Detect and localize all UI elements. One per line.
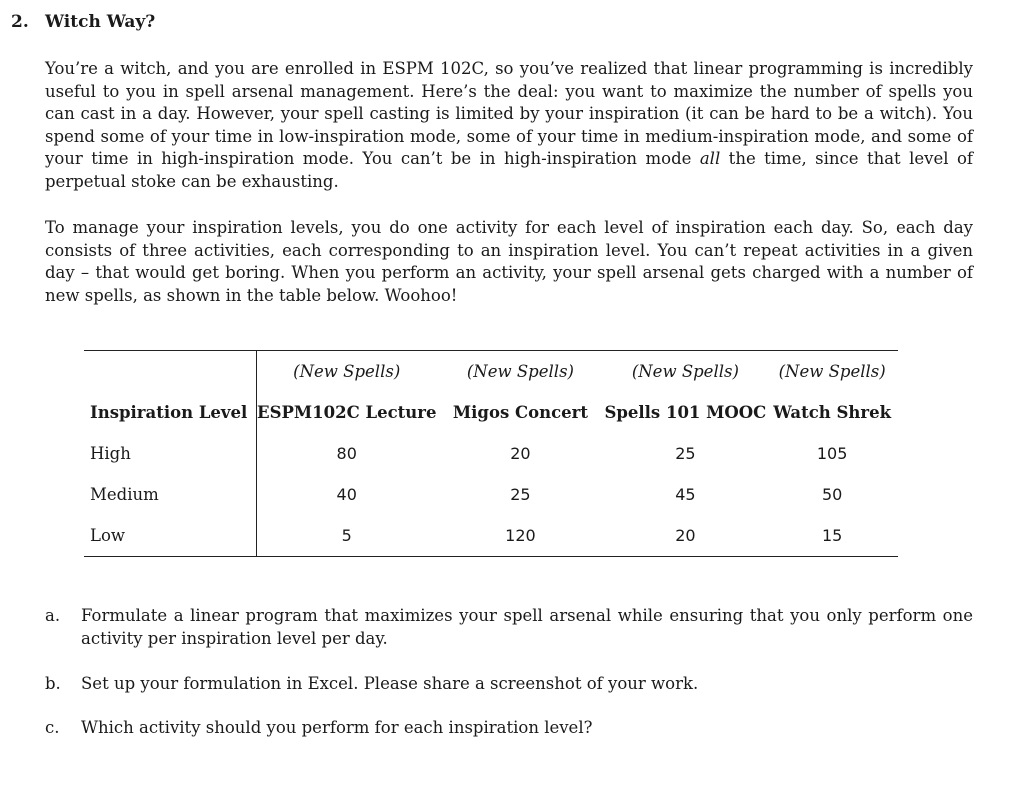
question-b xyxy=(45,673,973,696)
table-cell: 40 xyxy=(336,485,357,504)
problem-title: Witch Way? xyxy=(45,12,156,32)
question-text: Which activity should you perform for each inspiration level? xyxy=(81,718,593,737)
unit-label: (New Spells) xyxy=(436,351,604,393)
question-label: a. xyxy=(45,606,61,625)
level-label: Medium xyxy=(84,474,257,515)
unit-label: (New Spells) xyxy=(604,351,766,393)
unit-label: (New Spells) xyxy=(257,351,437,393)
level-label: High xyxy=(84,433,257,474)
unit-label: (New Spells) xyxy=(766,351,898,393)
intro-paragraph xyxy=(45,58,973,193)
question-text: Formulate a linear program that maximizes your spell arsenal while ensuring that you only perform one activity per inspiration level per day. xyxy=(81,606,973,648)
table-cell: 80 xyxy=(336,444,357,463)
problem-number: 2. xyxy=(11,12,29,32)
level-label: Low xyxy=(84,515,257,557)
row-header-title: Inspiration Level xyxy=(84,392,257,433)
table-corner-cell xyxy=(84,351,257,393)
table-row xyxy=(84,474,898,515)
table-cell: 25 xyxy=(510,485,531,504)
column-header: Watch Shrek xyxy=(773,403,892,422)
table-unit-row xyxy=(84,351,898,393)
intro-text-start: You’re a witch, and you are enrolled in ESPM 102C, so you’ve realized that linear programming is incredibly useful to you in spell arsenal management. Here’s the deal: you want to maximize the number of spells you can cast in a day. However, your spell casting is limited by your inspiration (it can be hard to be a witch). You spend some of your time in low-inspiration mode, some of your time in medium-inspiration mode, and some of your time in high-inspiration mode. You can’t be in high-inspiration mode xyxy=(45,59,973,168)
table-cell: 25 xyxy=(675,444,696,463)
problem-heading xyxy=(11,10,155,34)
table-cell: 15 xyxy=(766,515,898,557)
table-header-row xyxy=(84,392,898,433)
column-header: Spells 101 MOOC xyxy=(604,403,767,422)
table-row xyxy=(84,433,898,474)
spells-table xyxy=(84,350,898,557)
second-paragraph: To manage your inspiration levels, you do one activity for each level of inspiration each day. So, each day consists of three activities, each corresponding to an inspiration level. You can’t repeat activities in a given day – that would get boring. When you perform an activity, your spell arsenal gets charged with a number of new spells, as shown in the table below. Woohoo! xyxy=(45,218,973,305)
table-cell: 20 xyxy=(604,515,766,557)
table-cell: 120 xyxy=(436,515,604,557)
intro-text-end: the time, since that level of perpetual stoke can be exhausting. xyxy=(45,149,974,191)
question-label: c. xyxy=(45,718,60,737)
intro-emphasis: all xyxy=(699,149,721,168)
question-label: b. xyxy=(45,674,61,693)
question-a xyxy=(45,605,973,650)
column-header: ESPM102C Lecture xyxy=(257,403,437,422)
table-row xyxy=(84,515,898,557)
question-c xyxy=(45,717,973,740)
table-cell: 5 xyxy=(257,515,437,557)
table-cell: 45 xyxy=(675,485,696,504)
column-header: Migos Concert xyxy=(452,403,588,422)
table-cell: 105 xyxy=(816,444,848,463)
table-cell: 50 xyxy=(821,485,843,504)
question-text: Set up your formulation in Excel. Please share a screenshot of your work. xyxy=(81,674,699,693)
table-cell: 20 xyxy=(510,444,531,463)
